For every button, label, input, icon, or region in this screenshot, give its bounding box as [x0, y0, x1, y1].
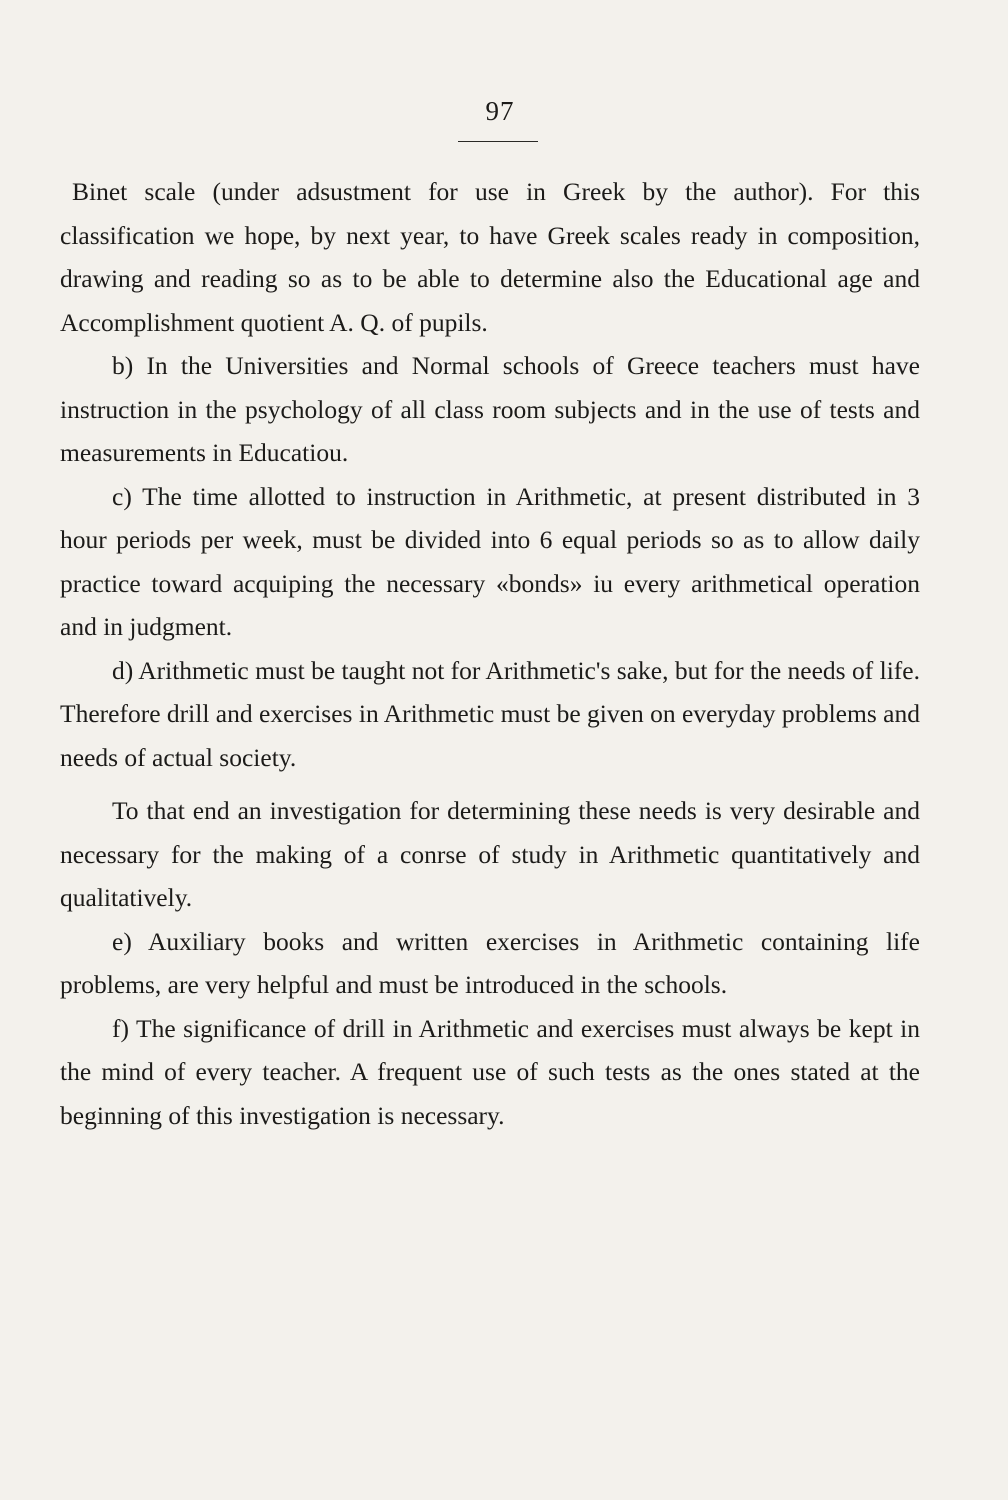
page-number: 97 — [485, 96, 515, 126]
paragraph-item-d: d) Arithmetic must be taught not for Arithmetic's sake, but for the needs of life. Therefore drill and exercises in Arithmetic must be given on everyday problems and needs of actual society. — [60, 655, 920, 772]
paragraph-binet-scale: Binet scale (under adsustment for use in Greek by the author). For this classification we hope, by next year, to have Greek scales ready in composition, drawing and reading so as to be able to determine also the Educational age and Accomplishment quotient A. Q. of pupils. — [60, 177, 920, 337]
paragraph-item-b: b) In the Universities and Normal schools of Greece teachers must have instruction in the psychology of all class room subjects and in the use of tests and measurements in Educatiou. — [60, 351, 920, 467]
paragraph-item-e: e) Auxiliary books and written exercises in Arithmetic containing life problems, are very helpful and must be introduced in the schools. — [60, 926, 920, 999]
paragraph-investigation: To that end an investigation for determining these needs is very desirable and necessary for the making of a conrse of study in Arithmetic quantitatively and qualitatively. — [60, 796, 920, 912]
paragraph-item-c: c) The time allotted to instruction in Arithmetic, at present distributed in 3 hour periods per week, must be divided into 6 equal periods so as to allow daily practice toward acquiping the necessary «bonds» iu every arithmetical operation and in judgment. — [60, 481, 920, 641]
paragraph-item-f: f) The significance of drill in Arithmetic and exercises must always be kept in the mind of every teacher. A frequent use of such tests as the ones stated at the beginning of this investigation is necessary. — [60, 1013, 920, 1130]
page-body — [60, 170, 920, 1137]
page-number-rule — [458, 141, 538, 142]
